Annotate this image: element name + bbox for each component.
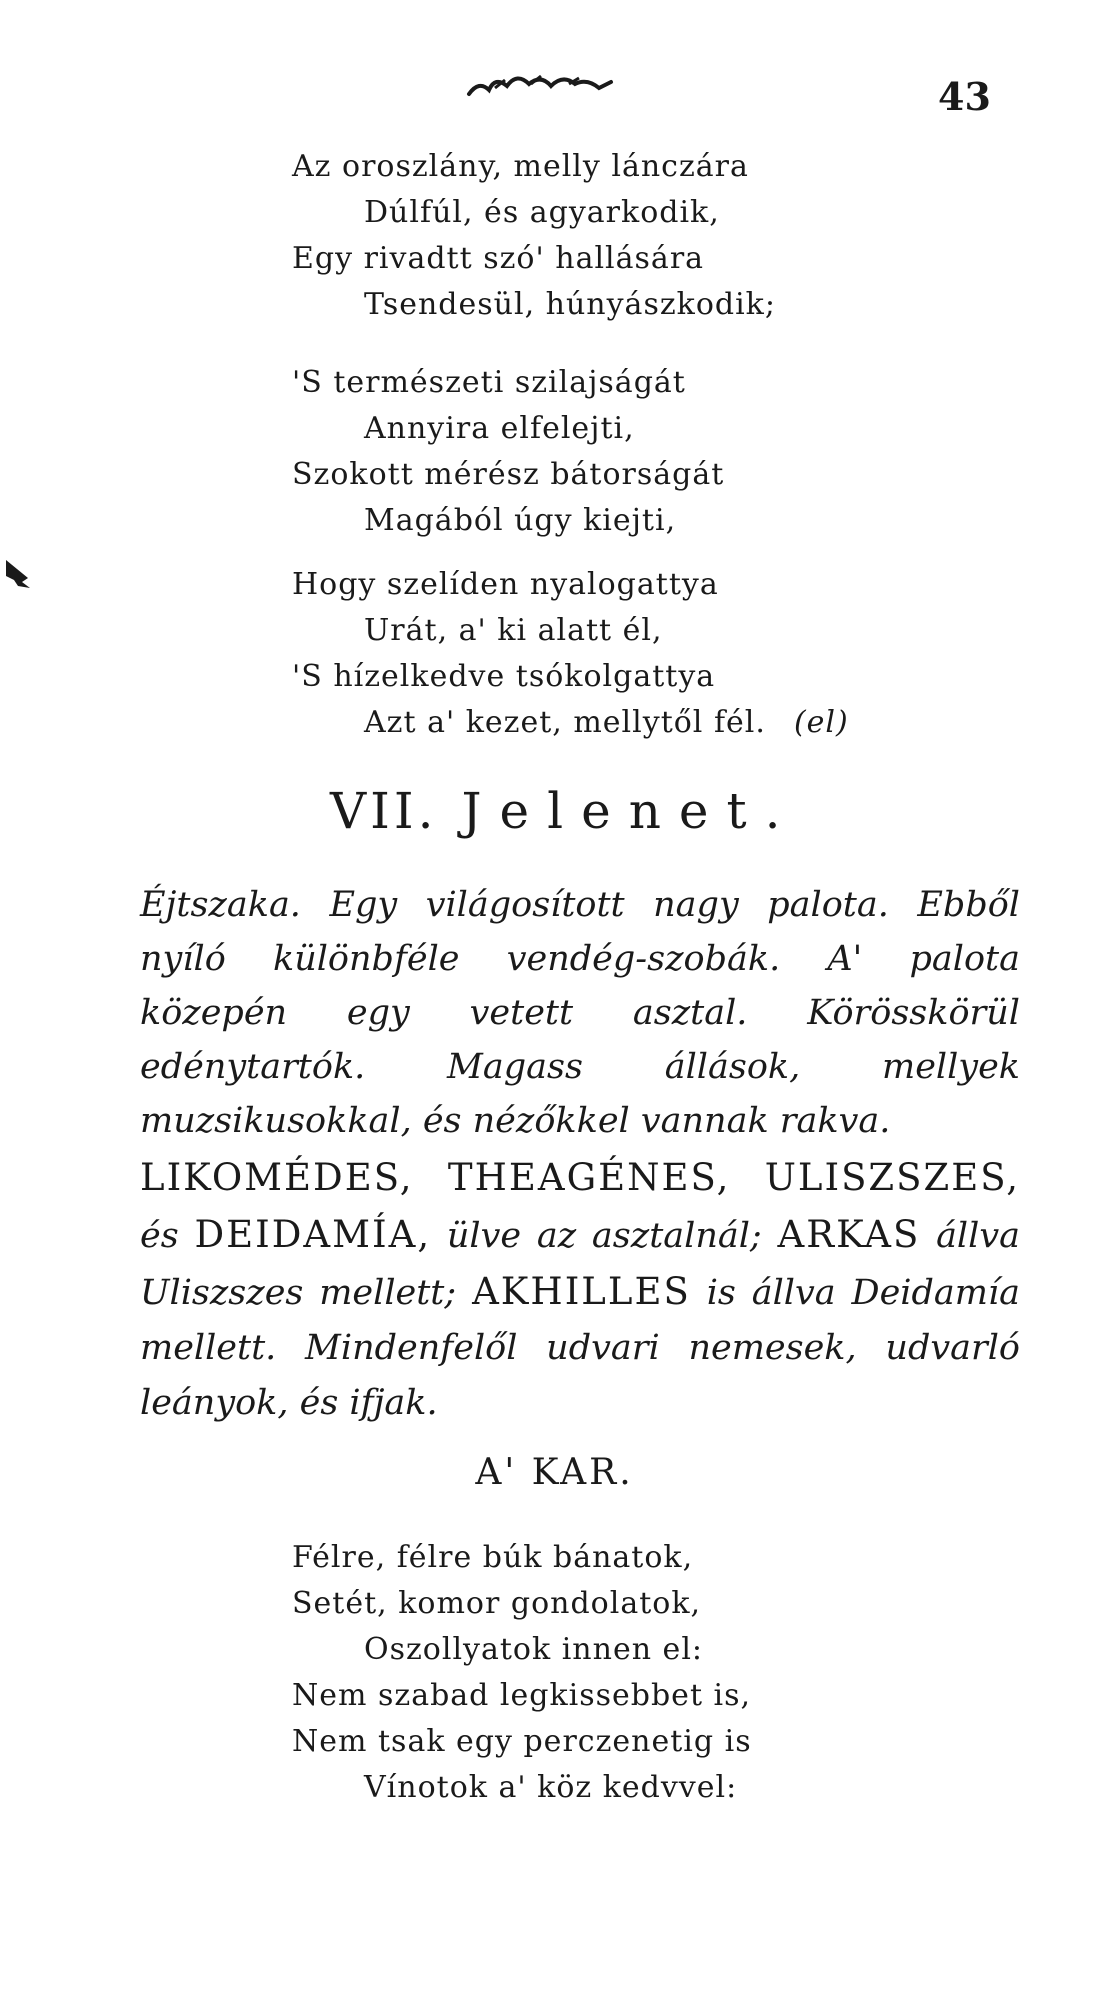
verse-line: Magából úgy kiejti, <box>364 503 677 538</box>
verse-line: Setét, komor gondolatok, <box>292 1586 702 1621</box>
verse-line: Dúlfúl, és agyarkodik, <box>364 195 720 230</box>
cast-list <box>140 1150 1020 1431</box>
verse-line: Azt a' kezet, mellytől fél. <box>364 705 766 740</box>
scene-heading <box>330 782 799 840</box>
verse-line: Az oroszlány, melly lánczára <box>292 149 749 184</box>
verse-line: Nem tsak egy perczenetig is <box>292 1724 752 1759</box>
stanza-2 <box>292 360 724 544</box>
cast-names: LIKOMÉDES, THEAGÉNES, ULISZSZES, <box>140 1156 1020 1199</box>
stanza-3 <box>292 562 849 746</box>
verse-line-with-note <box>292 700 849 746</box>
pointing-hand-icon <box>4 556 34 590</box>
verse-line: Tsendesül, húnyászkodik; <box>364 287 776 322</box>
chorus-heading: A' KAR. <box>475 1452 634 1493</box>
verse-line: Nem szabad legkissebbet is, <box>292 1678 752 1713</box>
cast-names: AKHILLES <box>472 1270 691 1313</box>
scene-number: VII. <box>330 782 438 840</box>
page-number: 43 <box>938 74 991 119</box>
decorative-flourish-icon <box>465 68 615 104</box>
verse-line: Annyira elfelejti, <box>364 411 635 446</box>
chorus-song <box>292 1535 752 1811</box>
cast-text: állva Uliszszes mellett; <box>140 1216 1020 1313</box>
stage-direction: Éjtszaka. Egy világosított nagy palota. Ebből nyíló különbféle vendég-szobák. A' palota közepén egy vetett asztal. Körösskörül edénytartók. Magass állások, mellyek muzsikusokkal, és nézőkkel vannak rakva. <box>140 885 1020 1141</box>
verse-line: Oszollyatok innen el: <box>364 1632 704 1667</box>
verse-line: Urát, a' ki alatt él, <box>364 613 663 648</box>
scene-title: Jelenet. <box>461 782 799 840</box>
cast-text: is állva Deidamía mellett. Mindenfelől udvari nemesek, udvarló leányok, és ifjak. <box>140 1273 1020 1423</box>
stanza-1 <box>292 144 776 328</box>
verse-line: Hogy szelíden nyalogattya <box>292 567 719 602</box>
verse-line: Egy rivadtt szó' hallására <box>292 241 705 276</box>
cast-connector: és <box>140 1216 179 1256</box>
verse-line: Szokott mérész bátorságát <box>292 457 725 492</box>
verse-line: Vínotok a' köz kedvvel: <box>364 1770 738 1805</box>
verse-line: Félre, félre búk bánatok, <box>292 1540 694 1575</box>
verse-line: 'S természeti szilajságát <box>292 365 686 400</box>
exit-note: (el) <box>793 705 849 740</box>
cast-text: ülve az asztalnál; <box>446 1216 762 1256</box>
verse-line: 'S hízelkedve tsókolgattya <box>292 659 716 694</box>
cast-names: DEIDAMÍA, <box>194 1213 432 1256</box>
cast-names: ARKAS <box>777 1213 921 1256</box>
